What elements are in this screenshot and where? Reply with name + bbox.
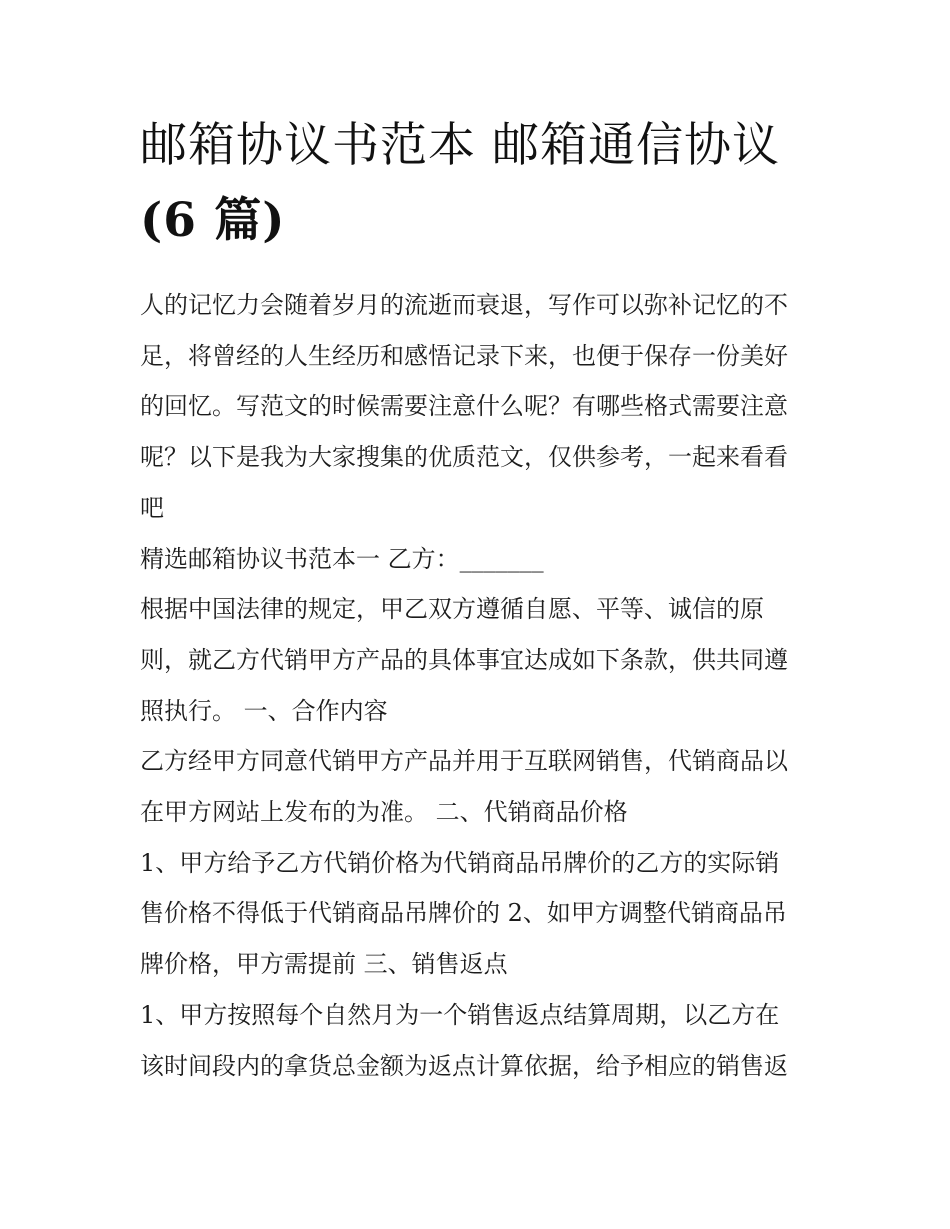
text-line: 乙方经甲方同意代销甲方产品并用于互联网销售，代销商品以 <box>140 747 788 776</box>
text-line: 1、甲方按照每个自然月为一个销售返点结算周期，以乙方在 <box>140 1000 780 1029</box>
text-line: 的回忆。写范文的时候需要注意什么呢？有哪些格式需要注意 <box>140 392 788 421</box>
text-line: 售价格不得低于代销商品吊牌价的 2、如甲方调整代销商品吊 <box>140 899 787 928</box>
text-line: 1、甲方给予乙方代销价格为代销商品吊牌价的乙方的实际销 <box>140 848 780 877</box>
document-page <box>140 108 820 1091</box>
text-line: 则，就乙方代销甲方产品的具体事宜达成如下条款，供共同遵 <box>140 645 788 674</box>
rebate-clause-paragraph <box>140 990 820 1091</box>
text-line: 吧 <box>140 493 164 522</box>
cooperation-content-paragraph <box>140 736 820 837</box>
document-title <box>140 108 820 258</box>
text-line: 精选邮箱协议书范本一 乙方：_______ <box>140 544 544 573</box>
text-line: 该时间段内的拿货总金额为返点计算依据，给予相应的销售返 <box>140 1051 788 1080</box>
text-line: 呢？以下是我为大家搜集的优质范文，仅供参考，一起来看看 <box>140 443 788 472</box>
price-clause-paragraph <box>140 838 820 990</box>
title-line: (6 篇) <box>140 193 286 248</box>
text-line: 照执行。 一、合作内容 <box>140 696 388 725</box>
text-line: 足，将曾经的人生经历和感悟记录下来，也便于保存一份美好 <box>140 341 788 370</box>
agreement-preamble-paragraph <box>140 584 820 736</box>
text-line: 根据中国法律的规定，甲乙双方遵循自愿、平等、诚信的原 <box>140 595 764 624</box>
title-line: 邮箱协议书范本 邮箱通信协议 <box>140 118 780 173</box>
text-line: 牌价格，甲方需提前 三、销售返点 <box>140 950 508 979</box>
text-line: 在甲方网站上发布的为准。 二、代销商品价格 <box>140 798 628 827</box>
section-heading-paragraph <box>140 534 820 585</box>
intro-paragraph <box>140 280 820 534</box>
document-body <box>140 280 820 1091</box>
text-line: 人的记忆力会随着岁月的流逝而衰退，写作可以弥补记忆的不 <box>140 291 788 319</box>
